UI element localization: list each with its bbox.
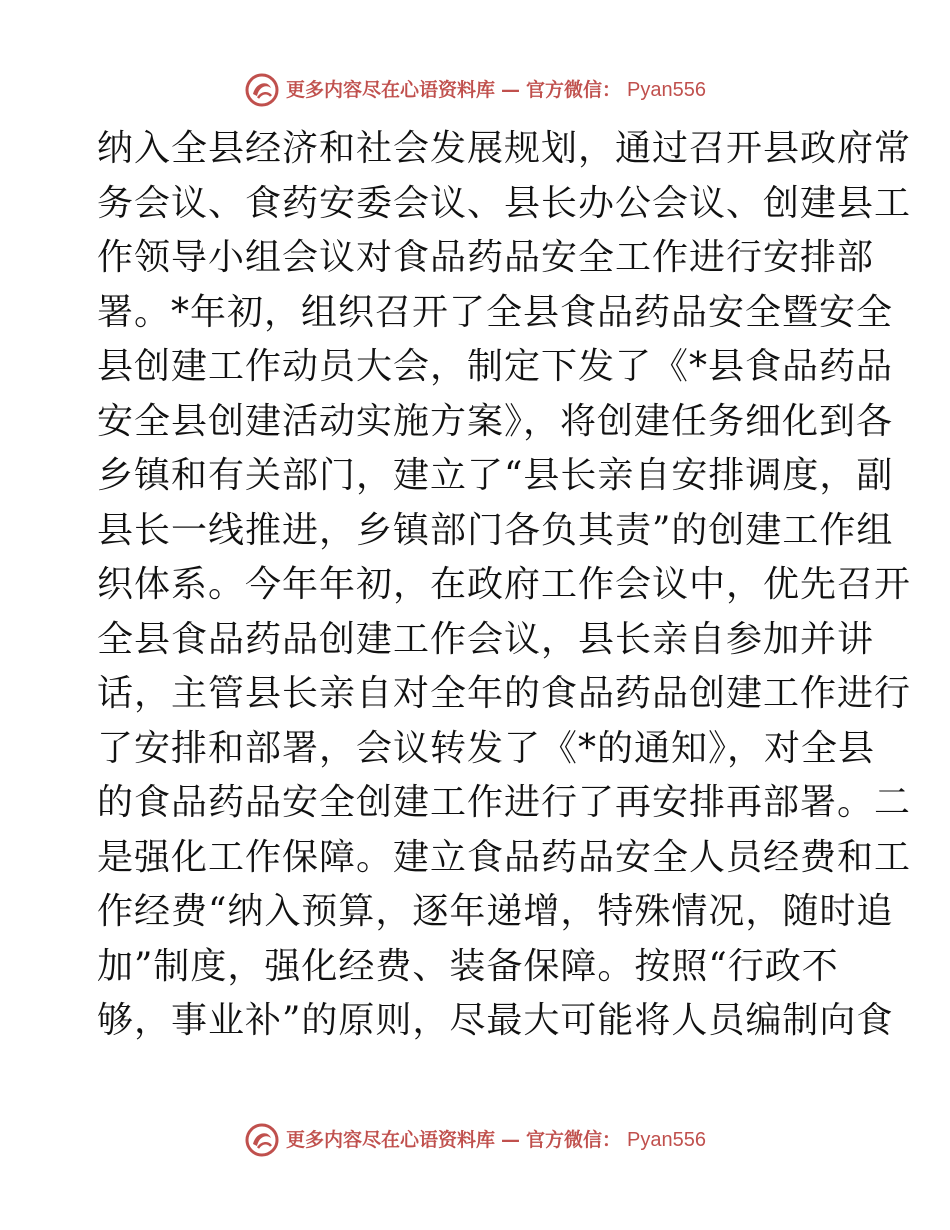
banner-dash: — [501, 79, 521, 101]
text-line: 够，事业补”的原则，尽最大可能将人员编制向食 [97, 1000, 894, 1041]
text-line: 话，主管县长亲自对全年的食品药品创建工作进行 [97, 673, 912, 714]
text-line: 乡镇和有关部门，建立了“县长亲自安排调度，副 [97, 455, 894, 496]
banner-slogan: 更多内容尽在心语资料库 [286, 1129, 496, 1151]
footer-banner [0, 1120, 950, 1160]
banner-slogan: 更多内容尽在心语资料库 [286, 79, 496, 101]
text-line: 安全县创建活动实施方案》，将创建任务细化到各 [97, 400, 894, 442]
text-line: 是强化工作保障。建立食品药品安全人员经费和工 [97, 836, 912, 878]
text-line: 县创建工作动员大会，制定下发了《*县食品药品 [97, 346, 894, 387]
text-line: 织体系。今年年初，在政府工作会议中，优先召开 [97, 564, 912, 605]
text-line: 作经费“纳入预算，逐年递增，特殊情况，随时追 [97, 891, 894, 932]
header-banner [0, 70, 950, 110]
banner-dash: — [501, 1129, 521, 1151]
banner-wechat-id: Pyan556 [627, 79, 706, 101]
document-body [97, 122, 912, 1049]
text-line: 县长一线推进，乡镇部门各负其责”的创建工作组 [97, 509, 894, 551]
text-line: 署。*年初，组织召开了全县食品药品安全暨安全 [97, 291, 894, 333]
text-line: 纳入全县经济和社会发展规划，通过召开县政府常 [97, 128, 912, 169]
banner-wechat-id: Pyan556 [627, 1129, 706, 1151]
text-line: 的食品药品安全创建工作进行了再安排再部署。二 [97, 782, 912, 823]
red-swirl-logo-icon [244, 1122, 280, 1158]
text-line: 全县食品药品创建工作会议，县长亲自参加并讲 [97, 618, 875, 660]
red-swirl-logo-icon [244, 72, 280, 108]
text-line: 了安排和部署，会议转发了《*的通知》，对全县 [97, 727, 876, 769]
text-line: 加”制度，强化经费、装备保障。按照“行政不 [97, 945, 839, 987]
text-line: 作领导小组会议对食品药品安全工作进行安排部 [97, 237, 875, 278]
banner-wechat-label: 官方微信： [526, 79, 622, 101]
text-line: 务会议、食药安委会议、县长办公会议、创建县工 [97, 182, 912, 224]
banner-wechat-label: 官方微信： [526, 1129, 622, 1151]
